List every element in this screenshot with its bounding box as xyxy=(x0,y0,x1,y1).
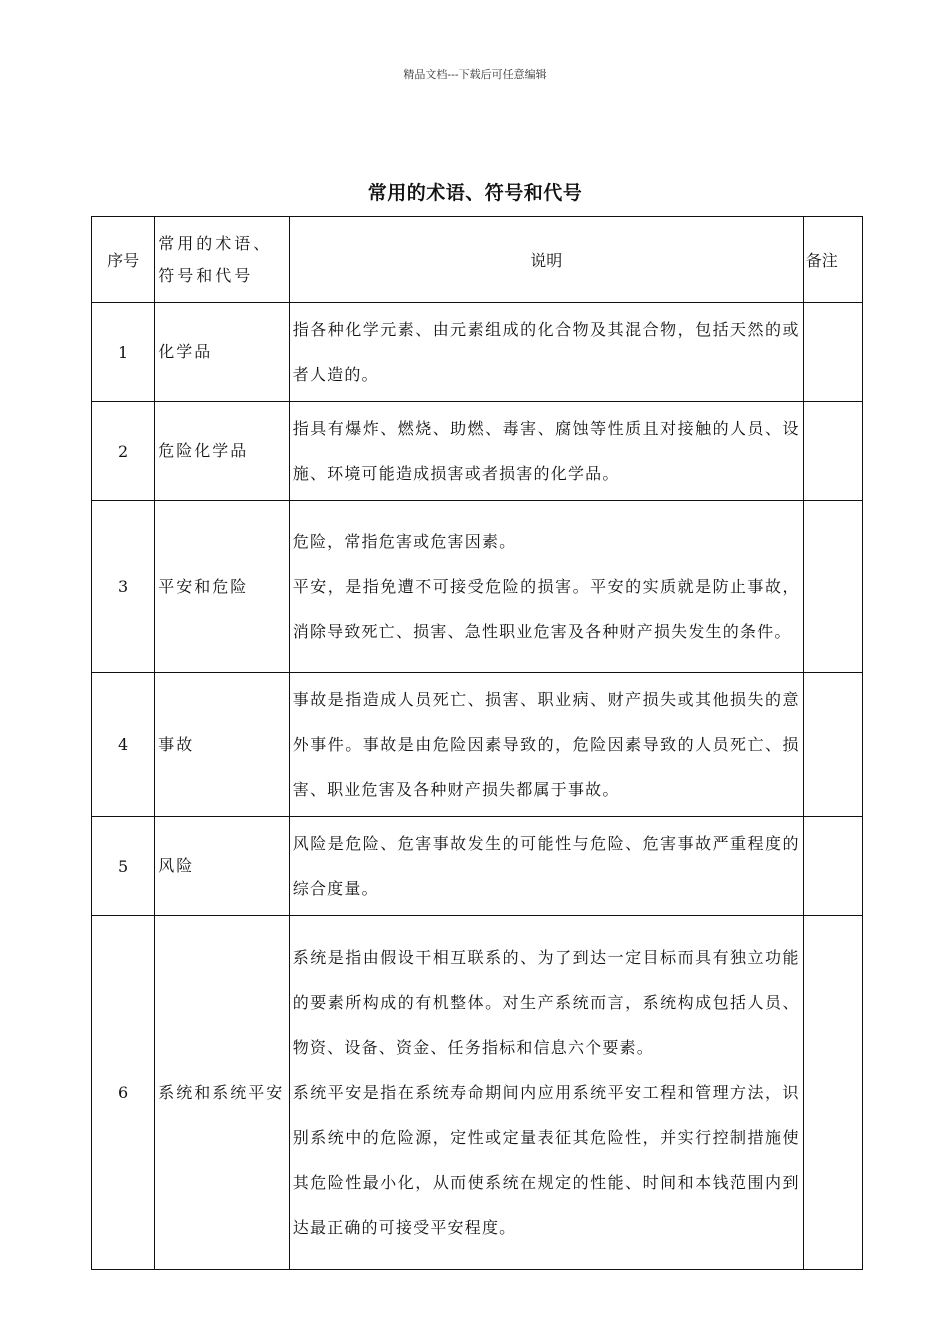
table-row xyxy=(92,402,863,501)
desc-paragraph: 系统是指由假设干相互联系的、为了到达一定目标而具有独立功能的要素所构成的有机整体。对生产系统而言，系统构成包括人员、物资、设备、资金、任务指标和信息六个要素。 xyxy=(292,948,800,1057)
row-description: 风险是危险、危害事故发生的可能性与危险、危害事故严重程度的综合度量。 xyxy=(289,817,803,916)
table-row xyxy=(92,817,863,916)
row-note xyxy=(803,402,862,501)
page-header-note: 精品文档---下载后可任意编辑 xyxy=(403,68,547,81)
row-number: 3 xyxy=(92,501,155,673)
row-term: 系统和系统平安 xyxy=(155,916,290,1270)
row-note xyxy=(803,916,862,1270)
row-description: 事故是指造成人员死亡、损害、职业病、财产损失或其他损失的意外事件。事故是由危险因素导致的，危险因素导致的人员死亡、损害、职业危害及各种财产损失都属于事故。 xyxy=(289,673,803,817)
row-term: 平安和危险 xyxy=(155,501,290,673)
table-row xyxy=(92,673,863,817)
row-term: 危险化学品 xyxy=(155,402,290,501)
table-header-row xyxy=(92,217,863,303)
header-term: 常用的术语、符号和代号 xyxy=(155,217,290,303)
row-description xyxy=(289,916,803,1270)
document-title: 常用的术语、符号和代号 xyxy=(367,182,583,204)
row-number: 1 xyxy=(92,303,155,402)
header-desc: 说明 xyxy=(289,217,803,303)
row-number: 2 xyxy=(92,402,155,501)
row-description xyxy=(289,501,803,673)
row-description: 指具有爆炸、燃烧、助燃、毒害、腐蚀等性质且对接触的人员、设施、环境可能造成损害或者损害的化学品。 xyxy=(289,402,803,501)
row-note xyxy=(803,501,862,673)
row-note xyxy=(803,303,862,402)
header-no: 序号 xyxy=(92,217,155,303)
row-note xyxy=(803,673,862,817)
table-row xyxy=(92,303,863,402)
terms-table xyxy=(91,216,863,1270)
desc-paragraph: 平安，是指免遭不可接受危险的损害。平安的实质就是防止事故，消除导致死亡、损害、急性职业危害及各种财产损失发生的条件。 xyxy=(292,577,800,641)
row-number: 6 xyxy=(92,916,155,1270)
header-note: 备注 xyxy=(803,217,862,303)
row-note xyxy=(803,817,862,916)
desc-paragraph: 危险，常指危害或危害因素。 xyxy=(292,532,517,551)
row-number: 5 xyxy=(92,817,155,916)
row-term: 事故 xyxy=(155,673,290,817)
table-row xyxy=(92,916,863,1270)
desc-paragraph: 系统平安是指在系统寿命期间内应用系统平安工程和管理方法，识别系统中的危险源，定性或定量表征其危险性，并实行控制措施使其危险性最小化，从而使系统在规定的性能、时间和本钱范围内到达最正确的可接受平安程度。 xyxy=(292,1083,800,1237)
row-description: 指各种化学元素、由元素组成的化合物及其混合物，包括天然的或者人造的。 xyxy=(289,303,803,402)
table-row xyxy=(92,501,863,673)
row-term: 风险 xyxy=(155,817,290,916)
row-number: 4 xyxy=(92,673,155,817)
row-term: 化学品 xyxy=(155,303,290,402)
